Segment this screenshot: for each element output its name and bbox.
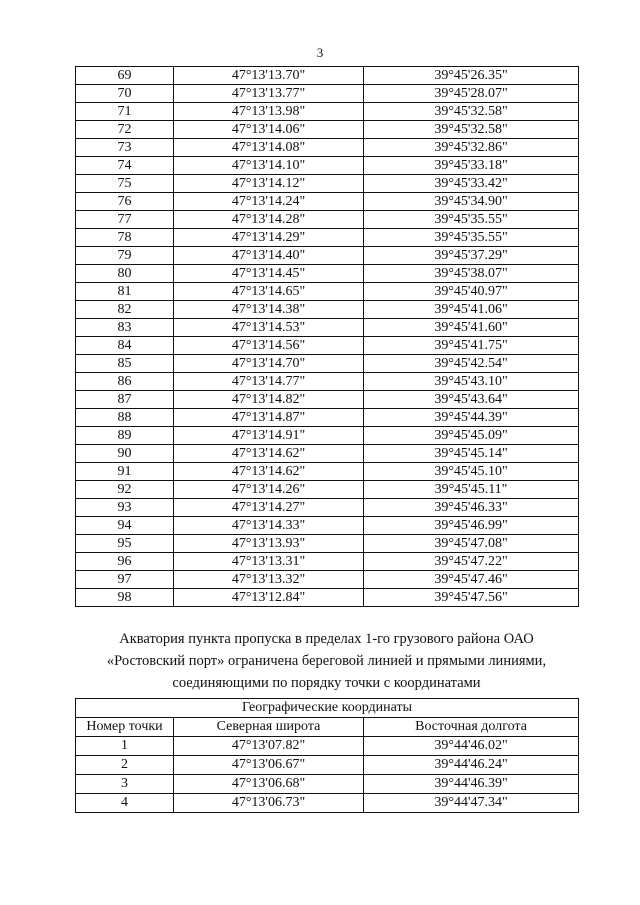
- cell-longitude: 39°45'28.07": [364, 85, 579, 103]
- table-row: [76, 67, 579, 85]
- cell-latitude: 47°13'13.77": [174, 85, 364, 103]
- table-row: [76, 193, 579, 211]
- cell-point-number: 75: [76, 175, 174, 193]
- cell-point-number: 94: [76, 517, 174, 535]
- cell-point-number: 96: [76, 553, 174, 571]
- cell-longitude: 39°45'32.86": [364, 139, 579, 157]
- cell-latitude: 47°13'14.45": [174, 265, 364, 283]
- description-line: соединяющими по порядку точки с координатами: [172, 675, 481, 691]
- cell-point-number: 2: [76, 756, 174, 775]
- table-header-row: [76, 699, 579, 718]
- cell-point-number: 4: [76, 794, 174, 813]
- cell-latitude: 47°13'14.24": [174, 193, 364, 211]
- cell-longitude: 39°45'45.10": [364, 463, 579, 481]
- table-header-row: [76, 718, 579, 737]
- cell-point-number: 81: [76, 283, 174, 301]
- cell-point-number: 72: [76, 121, 174, 139]
- cell-longitude: 39°45'41.06": [364, 301, 579, 319]
- coordinates-table-berth-area: [75, 698, 579, 813]
- cell-point-number: 84: [76, 337, 174, 355]
- table-row: [76, 85, 579, 103]
- cell-longitude: 39°45'43.64": [364, 391, 579, 409]
- cell-latitude: 47°13'14.40": [174, 247, 364, 265]
- cell-longitude: 39°45'47.46": [364, 571, 579, 589]
- cell-longitude: 39°45'33.42": [364, 175, 579, 193]
- cell-latitude: 47°13'14.26": [174, 481, 364, 499]
- table-row: [76, 283, 579, 301]
- cell-point-number: 78: [76, 229, 174, 247]
- cell-longitude: 39°45'45.11": [364, 481, 579, 499]
- table-row: [76, 445, 579, 463]
- cell-latitude: 47°13'14.62": [174, 445, 364, 463]
- table-row: [76, 737, 579, 756]
- table-row: [76, 775, 579, 794]
- cell-point-number: 79: [76, 247, 174, 265]
- cell-longitude: 39°44'46.39": [364, 775, 579, 794]
- cell-longitude: 39°45'46.99": [364, 517, 579, 535]
- table-row: [76, 175, 579, 193]
- table-row: [76, 463, 579, 481]
- cell-point-number: 85: [76, 355, 174, 373]
- cell-point-number: 76: [76, 193, 174, 211]
- cell-point-number: 86: [76, 373, 174, 391]
- table-row: [76, 337, 579, 355]
- table-row: [76, 121, 579, 139]
- cell-longitude: 39°45'47.08": [364, 535, 579, 553]
- cell-point-number: 1: [76, 737, 174, 756]
- cell-longitude: 39°44'46.24": [364, 756, 579, 775]
- cell-latitude: 47°13'14.28": [174, 211, 364, 229]
- table-row: [76, 756, 579, 775]
- table-row: [76, 373, 579, 391]
- cell-point-number: 73: [76, 139, 174, 157]
- cell-longitude: 39°45'43.10": [364, 373, 579, 391]
- table-row: [76, 553, 579, 571]
- cell-point-number: 97: [76, 571, 174, 589]
- cell-latitude: 47°13'07.82": [174, 737, 364, 756]
- cell-latitude: 47°13'14.62": [174, 463, 364, 481]
- table-row: [76, 535, 579, 553]
- description-line: Акватория пункта пропуска в пределах 1-го грузового района ОАО: [119, 631, 534, 647]
- cell-latitude: 47°13'06.67": [174, 756, 364, 775]
- cell-latitude: 47°13'14.70": [174, 355, 364, 373]
- group-header: Географические координаты: [76, 699, 579, 718]
- table-row: [76, 229, 579, 247]
- cell-point-number: 90: [76, 445, 174, 463]
- coordinates-table-continued: [75, 66, 579, 607]
- cell-point-number: 80: [76, 265, 174, 283]
- table-row: [76, 481, 579, 499]
- table-row: [76, 139, 579, 157]
- cell-latitude: 47°13'06.68": [174, 775, 364, 794]
- cell-latitude: 47°13'13.70": [174, 67, 364, 85]
- description-paragraph: [75, 628, 578, 694]
- cell-point-number: 95: [76, 535, 174, 553]
- cell-latitude: 47°13'14.27": [174, 499, 364, 517]
- cell-longitude: 39°45'47.56": [364, 589, 579, 607]
- cell-latitude: 47°13'13.31": [174, 553, 364, 571]
- cell-longitude: 39°45'32.58": [364, 121, 579, 139]
- cell-latitude: 47°13'14.10": [174, 157, 364, 175]
- cell-longitude: 39°45'45.09": [364, 427, 579, 445]
- table-row: [76, 247, 579, 265]
- cell-longitude: 39°45'38.07": [364, 265, 579, 283]
- cell-latitude: 47°13'14.77": [174, 373, 364, 391]
- cell-point-number: 82: [76, 301, 174, 319]
- page-number: 3: [316, 45, 324, 60]
- cell-latitude: 47°13'14.91": [174, 427, 364, 445]
- cell-longitude: 39°45'37.29": [364, 247, 579, 265]
- table-row: [76, 355, 579, 373]
- cell-point-number: 88: [76, 409, 174, 427]
- cell-point-number: 93: [76, 499, 174, 517]
- table-row: [76, 589, 579, 607]
- cell-latitude: 47°13'14.87": [174, 409, 364, 427]
- table-row: [76, 211, 579, 229]
- cell-longitude: 39°45'35.55": [364, 229, 579, 247]
- cell-longitude: 39°45'46.33": [364, 499, 579, 517]
- cell-longitude: 39°45'41.75": [364, 337, 579, 355]
- cell-latitude: 47°13'14.29": [174, 229, 364, 247]
- column-header-point-number: Номер точки: [76, 718, 174, 737]
- cell-point-number: 70: [76, 85, 174, 103]
- cell-latitude: 47°13'13.93": [174, 535, 364, 553]
- cell-longitude: 39°45'40.97": [364, 283, 579, 301]
- cell-latitude: 47°13'14.53": [174, 319, 364, 337]
- cell-point-number: 92: [76, 481, 174, 499]
- cell-longitude: 39°45'44.39": [364, 409, 579, 427]
- cell-longitude: 39°45'32.58": [364, 103, 579, 121]
- cell-latitude: 47°13'06.73": [174, 794, 364, 813]
- table-row: [76, 571, 579, 589]
- cell-longitude: 39°45'33.18": [364, 157, 579, 175]
- column-header-longitude: Восточная долгота: [364, 718, 579, 737]
- cell-point-number: 77: [76, 211, 174, 229]
- cell-latitude: 47°13'12.84": [174, 589, 364, 607]
- cell-longitude: 39°45'41.60": [364, 319, 579, 337]
- table-row: [76, 499, 579, 517]
- cell-longitude: 39°44'47.34": [364, 794, 579, 813]
- cell-latitude: 47°13'14.56": [174, 337, 364, 355]
- cell-point-number: 98: [76, 589, 174, 607]
- cell-latitude: 47°13'14.12": [174, 175, 364, 193]
- table-row: [76, 319, 579, 337]
- cell-longitude: 39°45'45.14": [364, 445, 579, 463]
- cell-latitude: 47°13'14.33": [174, 517, 364, 535]
- cell-latitude: 47°13'13.32": [174, 571, 364, 589]
- table-row: [76, 301, 579, 319]
- cell-latitude: 47°13'14.65": [174, 283, 364, 301]
- table-row: [76, 391, 579, 409]
- cell-point-number: 91: [76, 463, 174, 481]
- cell-longitude: 39°45'34.90": [364, 193, 579, 211]
- table-row: [76, 794, 579, 813]
- table-row: [76, 427, 579, 445]
- cell-point-number: 69: [76, 67, 174, 85]
- cell-longitude: 39°44'46.02": [364, 737, 579, 756]
- table-row: [76, 103, 579, 121]
- cell-point-number: 89: [76, 427, 174, 445]
- table-row: [76, 157, 579, 175]
- cell-latitude: 47°13'14.08": [174, 139, 364, 157]
- cell-point-number: 83: [76, 319, 174, 337]
- cell-longitude: 39°45'26.35": [364, 67, 579, 85]
- cell-latitude: 47°13'13.98": [174, 103, 364, 121]
- table-row: [76, 265, 579, 283]
- cell-longitude: 39°45'47.22": [364, 553, 579, 571]
- table-row: [76, 517, 579, 535]
- cell-point-number: 71: [76, 103, 174, 121]
- cell-longitude: 39°45'35.55": [364, 211, 579, 229]
- cell-latitude: 47°13'14.38": [174, 301, 364, 319]
- cell-longitude: 39°45'42.54": [364, 355, 579, 373]
- description-line: «Ростовский порт» ограничена береговой линией и прямыми линиями,: [106, 653, 547, 669]
- column-header-latitude: Северная широта: [174, 718, 364, 737]
- cell-latitude: 47°13'14.06": [174, 121, 364, 139]
- cell-latitude: 47°13'14.82": [174, 391, 364, 409]
- cell-point-number: 87: [76, 391, 174, 409]
- cell-point-number: 74: [76, 157, 174, 175]
- table-row: [76, 409, 579, 427]
- cell-point-number: 3: [76, 775, 174, 794]
